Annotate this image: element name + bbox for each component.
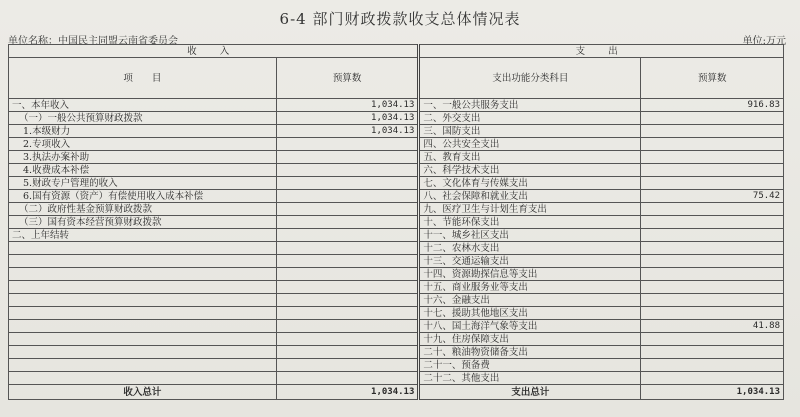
expenditure-item-cell: 十三、交通运输支出 xyxy=(419,255,641,268)
income-item-cell: 6.国有资源（资产）有偿使用收入成本补偿 xyxy=(9,190,277,203)
expenditure-amount-cell xyxy=(641,125,784,138)
expenditure-item-cell: 十一、城乡社区支出 xyxy=(419,229,641,242)
expenditure-amount-cell xyxy=(641,294,784,307)
income-item-cell xyxy=(9,281,277,294)
income-item-cell xyxy=(9,320,277,333)
income-item-cell: 一、本年收入 xyxy=(9,99,277,112)
expenditure-item-cell: 二、外交支出 xyxy=(419,112,641,125)
income-amount-cell xyxy=(276,307,419,320)
income-amount-cell xyxy=(276,216,419,229)
income-amount-cell xyxy=(276,320,419,333)
income-item-cell: （二）政府性基金预算财政拨款 xyxy=(9,203,277,216)
income-amount-cell xyxy=(276,255,419,268)
expenditure-amount-cell xyxy=(641,112,784,125)
income-item-cell: 3.执法办案补助 xyxy=(9,151,277,164)
expenditure-amount-cell xyxy=(641,346,784,359)
expenditure-amount-cell: 916.83 xyxy=(641,99,784,112)
income-amount-cell: 1,034.13 xyxy=(276,112,419,125)
income-item-cell xyxy=(9,333,277,346)
expenditure-item-cell: 十五、商业服务业等支出 xyxy=(419,281,641,294)
income-item-cell xyxy=(9,294,277,307)
table-row xyxy=(9,294,784,307)
budget-table xyxy=(8,44,784,400)
table-row xyxy=(9,242,784,255)
table-row xyxy=(9,138,784,151)
table-row xyxy=(9,203,784,216)
table-row xyxy=(9,307,784,320)
expenditure-amount-cell xyxy=(641,255,784,268)
income-item-cell: 4.收费成本补偿 xyxy=(9,164,277,177)
exp-total-label: 支出总计 xyxy=(419,385,641,400)
expenditure-amount-cell: 41.88 xyxy=(641,320,784,333)
expenditure-item-cell: 四、公共安全支出 xyxy=(419,138,641,151)
budget2-header: 预算数 xyxy=(641,58,784,99)
income-amount-cell xyxy=(276,177,419,190)
unit-label: 单位:万元 xyxy=(742,36,786,47)
income-item-cell xyxy=(9,359,277,372)
expenditure-item-cell: 三、国防支出 xyxy=(419,125,641,138)
income-item-cell xyxy=(9,372,277,385)
income-item-cell: 2.专项收入 xyxy=(9,138,277,151)
header-row-2 xyxy=(9,58,784,99)
income-item-cell xyxy=(9,268,277,281)
income-item-cell xyxy=(9,307,277,320)
table-row xyxy=(9,372,784,385)
income-total-label: 收入总计 xyxy=(9,385,277,400)
expenditure-item-cell: 八、社会保障和就业支出 xyxy=(419,190,641,203)
table-row xyxy=(9,164,784,177)
table-row xyxy=(9,151,784,164)
income-item-cell: （三）国有资本经营预算财政拨款 xyxy=(9,216,277,229)
expenditure-amount-cell: 75.42 xyxy=(641,190,784,203)
table-row xyxy=(9,216,784,229)
table-row xyxy=(9,333,784,346)
income-amount-cell xyxy=(276,268,419,281)
income-amount-cell xyxy=(276,372,419,385)
page-title: 6-4 部门财政拨款收支总体情况表 xyxy=(279,10,521,28)
income-amount-cell xyxy=(276,333,419,346)
income-amount-cell xyxy=(276,346,419,359)
income-amount-cell: 1,034.13 xyxy=(276,99,419,112)
income-amount-cell xyxy=(276,151,419,164)
table-row xyxy=(9,320,784,333)
header-row-1 xyxy=(9,45,784,58)
income-amount-cell xyxy=(276,203,419,216)
expenditure-item-cell: 十六、金融支出 xyxy=(419,294,641,307)
item-header: 项 目 xyxy=(9,58,277,99)
expenditure-amount-cell xyxy=(641,359,784,372)
income-item-cell xyxy=(9,242,277,255)
budget-header: 预算数 xyxy=(276,58,419,99)
table-row xyxy=(9,359,784,372)
expenditure-amount-cell xyxy=(641,372,784,385)
table-row xyxy=(9,346,784,359)
expenditure-item-cell: 二十二、其他支出 xyxy=(419,372,641,385)
income-amount-cell xyxy=(276,138,419,151)
expenditure-amount-cell xyxy=(641,307,784,320)
totals-row xyxy=(9,385,784,400)
income-header: 收 入 xyxy=(9,45,419,58)
expenditure-header: 支 出 xyxy=(419,45,784,58)
income-item-cell xyxy=(9,346,277,359)
income-total-amount: 1,034.13 xyxy=(276,385,419,400)
table-row xyxy=(9,99,784,112)
income-amount-cell: 1,034.13 xyxy=(276,125,419,138)
table-row xyxy=(9,268,784,281)
income-amount-cell xyxy=(276,242,419,255)
org-label: 单位名称：中国民主同盟云南省委员会 xyxy=(8,36,178,47)
expenditure-item-cell: 一、一般公共服务支出 xyxy=(419,99,641,112)
table-row xyxy=(9,255,784,268)
table-row xyxy=(9,229,784,242)
table-row xyxy=(9,190,784,203)
table-row xyxy=(9,125,784,138)
expenditure-item-cell: 五、教育支出 xyxy=(419,151,641,164)
expenditure-amount-cell xyxy=(641,164,784,177)
expenditure-amount-cell xyxy=(641,216,784,229)
income-amount-cell xyxy=(276,294,419,307)
table-body xyxy=(9,99,784,385)
income-amount-cell xyxy=(276,359,419,372)
expenditure-amount-cell xyxy=(641,151,784,164)
expenditure-amount-cell xyxy=(641,242,784,255)
exp-total-amount: 1,034.13 xyxy=(641,385,784,400)
income-amount-cell xyxy=(276,164,419,177)
income-amount-cell xyxy=(276,190,419,203)
expenditure-item-cell: 九、医疗卫生与计划生育支出 xyxy=(419,203,641,216)
expenditure-amount-cell xyxy=(641,138,784,151)
expenditure-amount-cell xyxy=(641,268,784,281)
expenditure-amount-cell xyxy=(641,333,784,346)
expenditure-item-cell: 二十、粮油物资储备支出 xyxy=(419,346,641,359)
income-item-cell: 1.本级财力 xyxy=(9,125,277,138)
expenditure-item-cell: 十九、住房保障支出 xyxy=(419,333,641,346)
expenditure-item-cell: 十、节能环保支出 xyxy=(419,216,641,229)
expenditure-item-cell: 二十一、预备费 xyxy=(419,359,641,372)
expenditure-amount-cell xyxy=(641,281,784,294)
income-item-cell: （一）一般公共预算财政拨款 xyxy=(9,112,277,125)
func-class-header: 支出功能分类科目 xyxy=(419,58,641,99)
table-row xyxy=(9,112,784,125)
expenditure-item-cell: 十四、资源勘探信息等支出 xyxy=(419,268,641,281)
expenditure-item-cell: 十七、援助其他地区支出 xyxy=(419,307,641,320)
table-row xyxy=(9,281,784,294)
table-row xyxy=(9,177,784,190)
expenditure-item-cell: 十二、农林水支出 xyxy=(419,242,641,255)
expenditure-item-cell: 十八、国土海洋气象等支出 xyxy=(419,320,641,333)
income-amount-cell xyxy=(276,281,419,294)
expenditure-item-cell: 七、文化体育与传媒支出 xyxy=(419,177,641,190)
income-item-cell: 二、上年结转 xyxy=(9,229,277,242)
expenditure-amount-cell xyxy=(641,177,784,190)
income-amount-cell xyxy=(276,229,419,242)
expenditure-amount-cell xyxy=(641,203,784,216)
income-item-cell xyxy=(9,255,277,268)
income-item-cell: 5.财政专户管理的收入 xyxy=(9,177,277,190)
expenditure-amount-cell xyxy=(641,229,784,242)
expenditure-item-cell: 六、科学技术支出 xyxy=(419,164,641,177)
